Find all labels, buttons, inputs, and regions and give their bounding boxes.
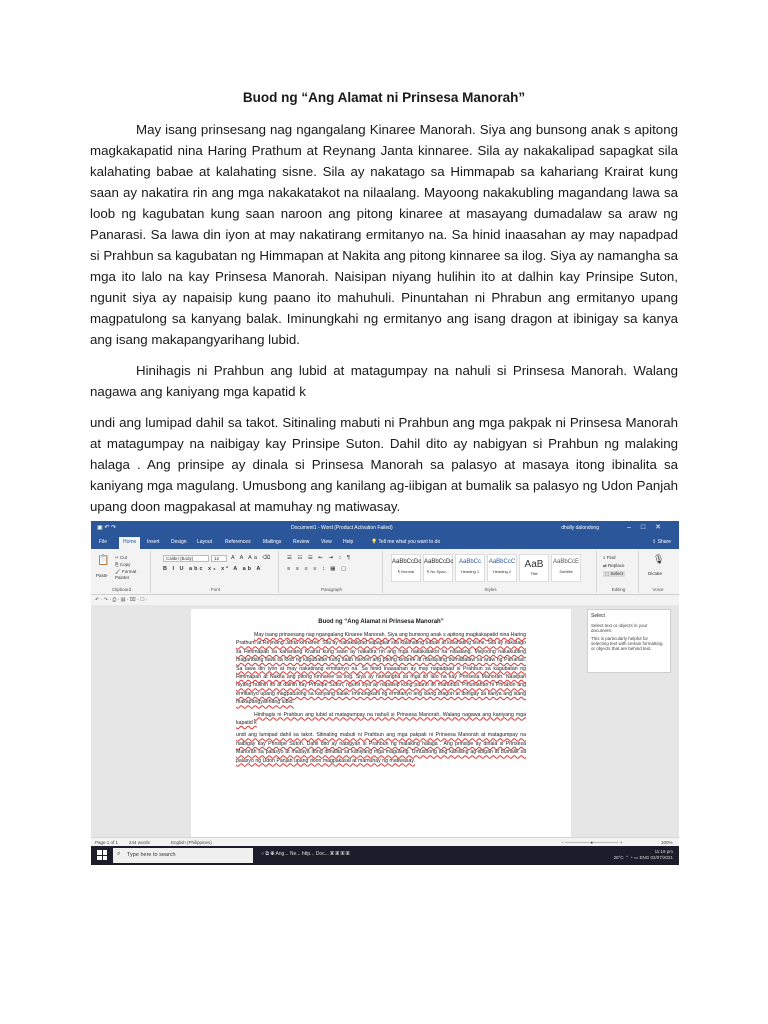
tab-review[interactable]: Review xyxy=(293,539,310,545)
tooltip-title: Select xyxy=(591,613,605,619)
quick-toolbar[interactable]: ↶ · ↷ · ⎙ · ▤ · ⌧ · ☐ · xyxy=(91,595,679,605)
replace-button[interactable]: ⇄ Replace xyxy=(603,563,625,568)
paragraph-2: Hinihagis ni Prahbun ang lubid at matagumpay na nahuli si Prinsesa Manorah. Walang nagawa ang kaniyang mga kapatid k xyxy=(90,363,678,399)
editing-label: Editing xyxy=(611,587,626,592)
dictate-button[interactable]: Dictate xyxy=(648,571,663,576)
word-title-bar xyxy=(91,521,679,535)
tab-references[interactable]: References xyxy=(225,539,251,545)
tab-design[interactable]: Design xyxy=(171,539,187,545)
document-canvas xyxy=(91,605,679,837)
select-button[interactable]: ⬚ Select xyxy=(605,571,624,576)
ribbon xyxy=(91,549,679,595)
search-icon: ⌕ xyxy=(117,851,121,857)
weather: 28°C xyxy=(613,855,624,860)
word-count[interactable]: 244 words xyxy=(129,840,150,845)
editing-group xyxy=(599,551,639,593)
font-label: Font xyxy=(210,587,220,592)
clock-date: 02/07/2021 xyxy=(650,855,673,860)
page-doc-title: Buod ng “Ang Alamat ni Prinsesa Manorah” xyxy=(318,619,444,625)
page-paragraph-2: Hinihagis ni Prahbun ang lubid at matagumpay na nahuli si Prinsesa Manorah. Walang nagawa ang kaniyang mga kapatid k xyxy=(236,711,526,727)
paste-button[interactable]: Paste xyxy=(96,573,108,578)
align-buttons[interactable]: ≡ ≡ ≡ ≡ ↕ ▦ ▢ xyxy=(287,566,349,572)
cut-button[interactable]: ✂ Cut xyxy=(115,555,128,560)
tab-layout[interactable]: Layout xyxy=(197,539,213,545)
find-button[interactable]: ⌕ Find xyxy=(603,555,616,560)
paragraph-3: undi ang lumipad dahil sa takot. Sitinaling mabuti ni Prahbun ang mga pakpak ni Prinsesa Manorah at matagumpay na naibigay kay Prinsipe Suton. Dahil dito ay nabigyan si Prahbun ng malaking halaga . Ang prinsipe ay dinala si Prinsesa Manorah sa palasyo at masaya itong ibinalita sa kaniyang mga magulang. Umusbong ang kanilang ag-iibigan at bumalik sa palasyo ng Udon Panjah upang doon magpakasal at mamuhay ng matiwasay. xyxy=(90,415,678,514)
format-painter-button[interactable]: 🖌 Format Painter xyxy=(115,569,137,580)
styles-group xyxy=(385,551,597,593)
quick-access-icons[interactable]: ▣ ↶ ↷ xyxy=(97,525,117,531)
ribbon-tabs xyxy=(91,535,679,549)
language-status[interactable]: English (Philippines) xyxy=(171,840,212,845)
tooltip-line-2: This is particularly helpful for selecting text with certain formatting or objects that are behind text. xyxy=(591,636,663,651)
document-title: Buod ng “Ang Alamat ni Prinsesa Manorah” xyxy=(242,90,526,105)
tab-home[interactable]: Home xyxy=(119,537,140,549)
clipboard-label: Clipboard xyxy=(111,587,132,592)
copy-button[interactable]: ⎘ Copy xyxy=(115,562,131,567)
tab-view[interactable]: View xyxy=(321,539,332,545)
clipboard-group xyxy=(93,551,151,593)
paragraph-label: Paragraph xyxy=(320,587,342,592)
page-count[interactable]: Page 1 of 1 xyxy=(95,840,119,845)
paragraph-group xyxy=(281,551,383,593)
word-screenshot xyxy=(91,521,679,865)
styles-label: Styles xyxy=(484,587,497,592)
list-buttons[interactable]: ☰ ☷ ☰ ⇤ ⇥ ↕ ¶ xyxy=(287,555,352,561)
windows-start-icon[interactable] xyxy=(97,850,107,860)
taskbar-search[interactable]: ⌕ Type here to search xyxy=(113,848,253,863)
taskbar-apps[interactable]: ○ ⧉ ◉ Ang... Ne... http... Doc... ▣ ▣ ▣ ▣ xyxy=(261,851,350,857)
page-paragraph-1: May isang prinsesang nag ngangalang Kinaree Manorah. Siya ang bunsong anak s apitong magkakapatid nina Haring Prathum at Reynang Janta kinnaree. Sila ay nakakalipad sapagkat sila kalahating babae at kalahating sisne. Sila ay nakatago sa Himmapab sa kahariang Krairat kung saan ay nakatira rin ang mga nakakatakot na nilaalang. Mayoong nakakubling magandang lawa sa loob ng kagubatan kung saan naroon ang pitong kinaree at masayang dumadalaw sa araw ng Panarasi. Sa lawa din iyon at may nakatirang ermitanyo na. Sa hinid inaasahan ay may napadpad si Prahbun sa kagubatan ng Himmapan at Nakita ang pitong kinnaree sa ilog. Siya ay namangha sa mga ito lalo na kay Prinsesa Manorah. Naisipan niyang hulihin ito at dalhin kay Prinsipe Suton, ngunit siya ay napaisip kung paano ito mahuhuli. Pinuntahan ni Phrabun ang ermitanyo upang magpatulong sa kanyang balak. Iminungkahi ng ermitanyo ang isang dragon at ibinigay sa kanya ang isang makapangyarihang lubid. xyxy=(236,632,526,706)
input-language: ENG xyxy=(639,855,650,860)
status-bar xyxy=(91,837,679,846)
zoom-level[interactable]: 100% xyxy=(661,840,673,845)
microphone-icon[interactable]: 🎙 xyxy=(653,554,665,564)
windows-taskbar xyxy=(91,846,679,865)
word-page[interactable] xyxy=(191,609,571,837)
voice-label: Voice xyxy=(652,587,664,592)
font-size-buttons[interactable]: A A Aa ⌫ xyxy=(231,555,273,561)
font-group xyxy=(153,551,279,593)
user-name[interactable]: dholly dalondong xyxy=(561,525,599,531)
paste-icon[interactable]: 📋 xyxy=(97,555,110,566)
style-subtitle[interactable]: AaBbCcE Subtitle xyxy=(551,554,581,582)
font-size-select[interactable]: 12 xyxy=(211,555,227,562)
tab-help[interactable]: Help xyxy=(343,539,354,545)
page-paragraph-3: undi ang lumipad dahil sa takot. Sitinaling mabuti ni Prahbun ang mga pakpak ni Prinsesa Manorah at matagumpay na naibigay kay Prinsipe Suton. Dahil dito ay nabigyan si Prahbun ng malaking halaga . Ang prinsipe ay dinala si Prinsesa Manorah sa palasyo at masaya itong ibinalita sa kaniyang mga magulang. Umusbong ang kanilang ag-iibigan at bumalik sa palasyo ng Udon Panjah upang doon magpakasal at mamuhay ng matiwasay. xyxy=(236,732,526,764)
style-normal[interactable]: AaBbCcDc ¶ Normal xyxy=(391,554,421,582)
tab-mailings[interactable]: Mailings xyxy=(263,539,282,545)
paragraph-1: May isang prinsesang nag ngangalang Kinaree Manorah. Siya ang bunsong anak s apitong magkakapatid nina Haring Prathum at Reynang Janta kinnaree. Sila ay nakakalipad sapagkat sila kalahating babae at kalahating sisne. Sila ay nakatago sa Himmapab sa kahariang Krairat kung saan ay nakatira rin ang mga nakakatakot na nilaalang. Mayoong nakakubling magandang lawa sa loob ng kagubatan kung saan naroon ang pitong kinaree at masayang dumadalaw sa araw ng Panarasi. Sa lawa din iyon at may nakatirang ermitanyo na. Sa hinid inaasahan ay may napadpad si Prahbun sa kagubatan ng Himmapan at Nakita ang pitong kinnaree sa ilog. Siya ay namangha sa mga ito lalo na kay Prinsesa Manorah. Naisipan niyang hulihin ito at dalhin kay Prinsipe Suton, ngunit siya ay napaisip kung paano ito mahuhuli. Pinuntahan ni Phrabun ang ermitanyo upang magpatulong sa kanyang balak. Iminungkahi ng ermitanyo ang isang dragon at ibinigay sa kanya ang isang makapangyarihang lubid. xyxy=(90,122,678,347)
tab-insert[interactable]: Insert xyxy=(147,539,160,545)
style-heading-1[interactable]: AaBbCc Heading 1 xyxy=(455,554,485,582)
style-no-spacing[interactable]: AaBbCcDc ¶ No Spac... xyxy=(423,554,453,582)
style-title[interactable]: AaB Title xyxy=(519,554,549,582)
style-heading-2[interactable]: AaBbCcC Heading 2 xyxy=(487,554,517,582)
share-button[interactable]: ⇪ Share xyxy=(652,539,671,545)
zoom-slider[interactable]: − ────────●──────── + xyxy=(561,840,623,845)
select-tooltip xyxy=(587,609,671,673)
window-controls[interactable]: –□✕ xyxy=(627,524,671,531)
clock-time: 11:19 pm xyxy=(654,849,673,854)
tell-me-box[interactable]: 💡 Tell me what you want to do xyxy=(371,539,441,545)
tab-file[interactable]: File xyxy=(99,539,108,545)
system-tray[interactable]: 28°C ⌃ ◔ ▭ ENG 11:19 pm 02/07/2021 xyxy=(613,849,673,860)
window-title: Document1 - Word (Product Activation Failed) xyxy=(291,525,393,531)
voice-group xyxy=(641,551,675,593)
tooltip-line-1: Select text or objects in your document. xyxy=(591,623,648,633)
font-name-select[interactable]: Calibri (Body) xyxy=(163,555,209,562)
document-body xyxy=(90,90,678,527)
format-buttons[interactable]: B I U abc x₂ x² A ab A xyxy=(163,566,263,572)
